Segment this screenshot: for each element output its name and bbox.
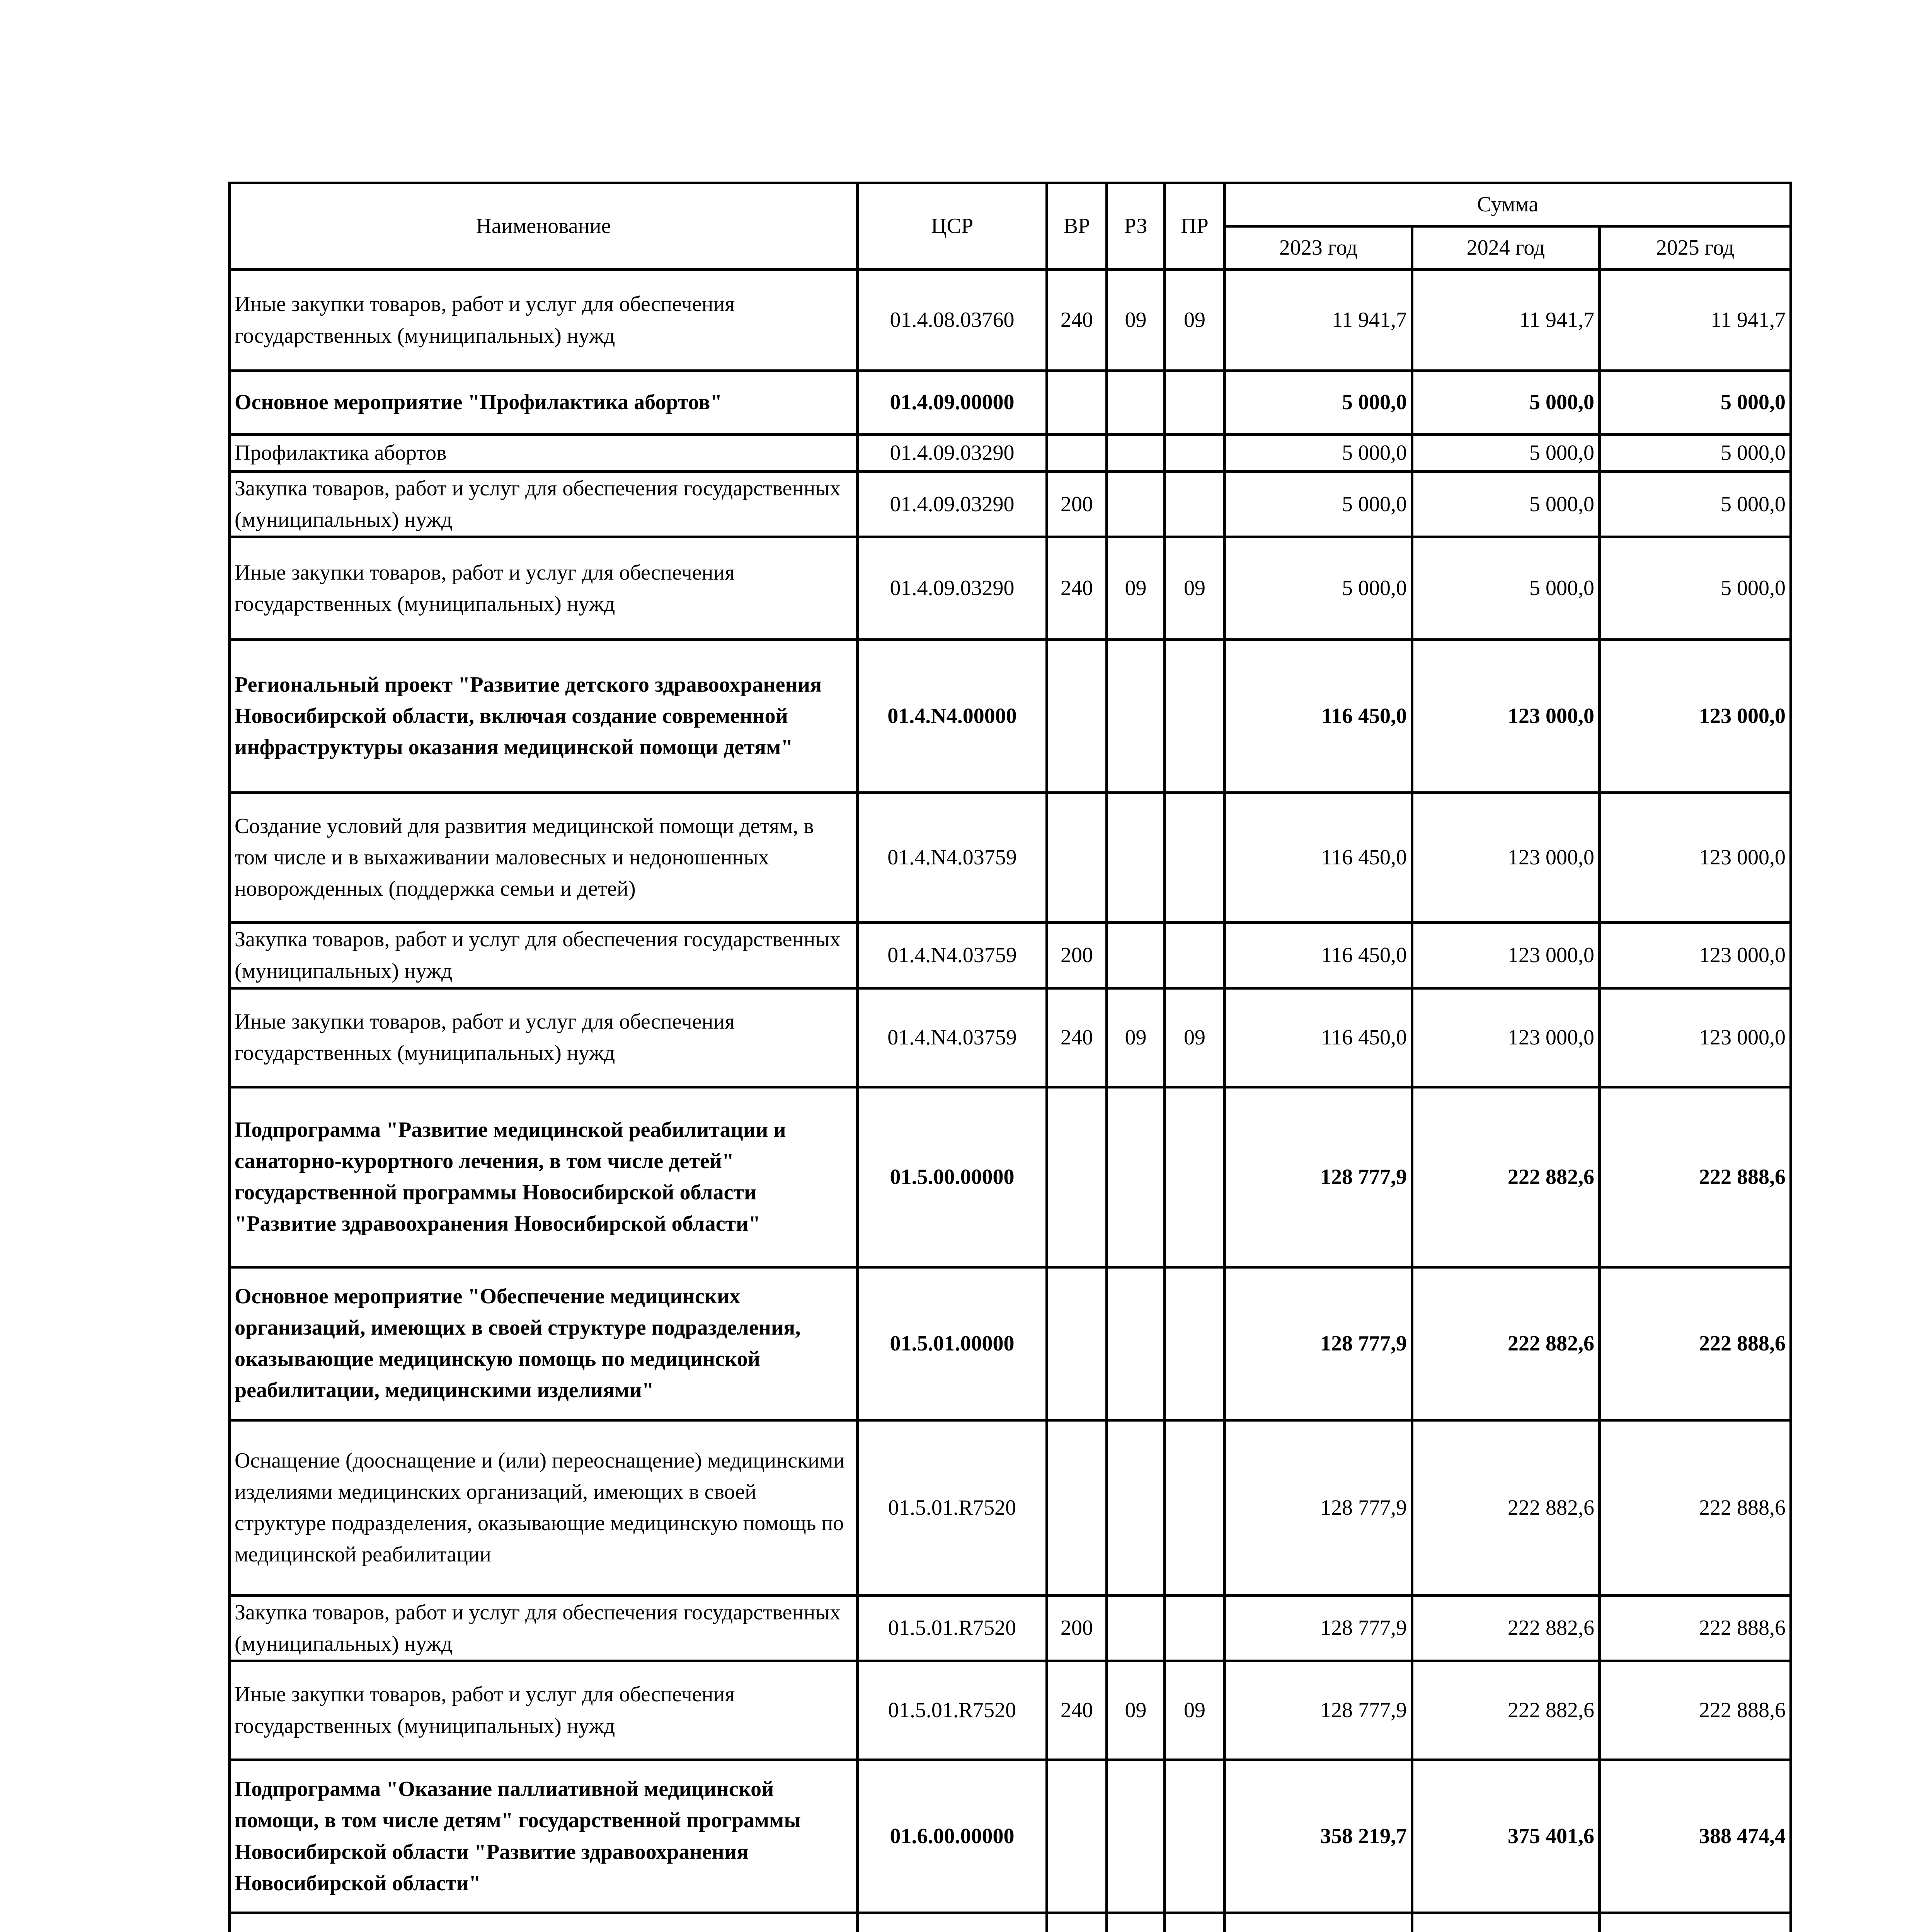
row-amount-2025: 222 888,6 (1600, 1661, 1791, 1760)
row-vr: 200 (1047, 923, 1107, 988)
table-row (230, 988, 1791, 1087)
row-pr (1165, 435, 1225, 472)
row-pr (1165, 1760, 1225, 1913)
row-amount-2025: 123 000,0 (1600, 640, 1791, 793)
table-row (230, 537, 1791, 640)
row-vr: 240 (1047, 1661, 1107, 1760)
row-amount-2024: 5 000,0 (1412, 472, 1600, 537)
row-amount-2024: 222 882,6 (1412, 1595, 1600, 1661)
row-csr (858, 1913, 1047, 1932)
row-csr: 01.5.01.R7520 (858, 1661, 1047, 1760)
row-pr (1165, 1913, 1225, 1932)
row-name: Иные закупки товаров, работ и услуг для обеспечения государственных (муниципальных) нужд (230, 270, 858, 371)
row-vr (1047, 1087, 1107, 1267)
row-pr (1165, 1267, 1225, 1420)
row-amount-2023: 128 777,9 (1225, 1661, 1412, 1760)
table-row (230, 793, 1791, 923)
row-rz (1107, 1595, 1165, 1661)
row-pr (1165, 1087, 1225, 1267)
row-amount-2024: 123 000,0 (1412, 640, 1600, 793)
row-name: Закупка товаров, работ и услуг для обеспечения государственных (муниципальных) нужд (230, 923, 858, 988)
row-pr (1165, 640, 1225, 793)
row-csr: 01.4.09.03290 (858, 537, 1047, 640)
table-header (230, 183, 1791, 270)
header-rz: РЗ (1107, 183, 1165, 270)
row-name: Закупка товаров, работ и услуг для обеспечения государственных (муниципальных) нужд (230, 1595, 858, 1661)
row-name: Создание условий для развития медицинской помощи детям, в том числе и в выхаживании маловесных и недоношенных новорожденных (поддержка семьи и детей) (230, 793, 858, 923)
row-amount-2024: 375 401,6 (1412, 1760, 1600, 1913)
header-year-2024: 2024 год (1412, 226, 1600, 270)
row-csr: 01.4.08.03760 (858, 270, 1047, 371)
row-amount-2024 (1412, 1913, 1600, 1932)
row-rz: 09 (1107, 1661, 1165, 1760)
row-vr (1047, 371, 1107, 435)
row-name: Региональный проект "Развитие детского здравоохранения Новосибирской области, включая создание современной инфраструктуры оказания медицинской помощи детям" (230, 640, 858, 793)
row-amount-2025: 222 888,6 (1600, 1420, 1791, 1595)
row-name: Иные закупки товаров, работ и услуг для обеспечения государственных (муниципальных) нужд (230, 988, 858, 1087)
row-name (230, 1913, 858, 1932)
row-amount-2025: 11 941,7 (1600, 270, 1791, 371)
header-csr: ЦСР (858, 183, 1047, 270)
header-name: Наименование (230, 183, 858, 270)
row-amount-2024: 123 000,0 (1412, 988, 1600, 1087)
row-rz (1107, 923, 1165, 988)
row-amount-2024: 123 000,0 (1412, 923, 1600, 988)
row-amount-2025: 5 000,0 (1600, 435, 1791, 472)
table-row (230, 1595, 1791, 1661)
row-amount-2025: 5 000,0 (1600, 537, 1791, 640)
row-pr: 09 (1165, 988, 1225, 1087)
row-amount-2025: 123 000,0 (1600, 793, 1791, 923)
row-csr: 01.5.00.00000 (858, 1087, 1047, 1267)
row-csr: 01.5.01.00000 (858, 1267, 1047, 1420)
row-vr (1047, 1420, 1107, 1595)
row-amount-2023: 128 777,9 (1225, 1087, 1412, 1267)
table-row (230, 1087, 1791, 1267)
table-row (230, 270, 1791, 371)
row-csr: 01.5.01.R7520 (858, 1595, 1047, 1661)
row-amount-2025: 388 474,4 (1600, 1760, 1791, 1913)
row-amount-2024: 222 882,6 (1412, 1661, 1600, 1760)
row-amount-2024: 222 882,6 (1412, 1087, 1600, 1267)
row-vr (1047, 1267, 1107, 1420)
header-pr: ПР (1165, 183, 1225, 270)
row-vr: 200 (1047, 472, 1107, 537)
row-vr: 200 (1047, 1595, 1107, 1661)
row-csr: 01.5.01.R7520 (858, 1420, 1047, 1595)
row-rz: 09 (1107, 270, 1165, 371)
row-csr: 01.4.09.03290 (858, 472, 1047, 537)
row-csr: 01.4.N4.03759 (858, 988, 1047, 1087)
row-amount-2024: 5 000,0 (1412, 371, 1600, 435)
table-row (230, 1661, 1791, 1760)
table-row (230, 640, 1791, 793)
row-vr: 240 (1047, 537, 1107, 640)
row-vr (1047, 435, 1107, 472)
row-name: Иные закупки товаров, работ и услуг для обеспечения государственных (муниципальных) нужд (230, 1661, 858, 1760)
row-name: Основное мероприятие "Обеспечение медицинских организаций, имеющих в своей структуре подразделения, оказывающие медицинскую помощь по медицинской реабилитации, медицинскими изделиями" (230, 1267, 858, 1420)
row-name: Профилактика абортов (230, 435, 858, 472)
row-rz: 09 (1107, 537, 1165, 640)
row-amount-2023: 358 219,7 (1225, 1760, 1412, 1913)
row-amount-2025 (1600, 1913, 1791, 1932)
row-csr: 01.4.N4.03759 (858, 923, 1047, 988)
row-name: Оснащение (дооснащение и (или) переоснащение) медицинскими изделиями медицинских организаций, имеющих в своей структуре подразделения, оказывающие медицинскую помощь по медицинской реабилитации (230, 1420, 858, 1595)
row-csr: 01.4.09.03290 (858, 435, 1047, 472)
header-sum: Сумма (1225, 183, 1791, 226)
row-vr: 240 (1047, 988, 1107, 1087)
table-body (230, 270, 1791, 1932)
row-amount-2025: 123 000,0 (1600, 923, 1791, 988)
row-amount-2024: 5 000,0 (1412, 537, 1600, 640)
row-rz: 09 (1107, 988, 1165, 1087)
row-rz (1107, 793, 1165, 923)
row-csr: 01.4.09.00000 (858, 371, 1047, 435)
row-rz (1107, 1760, 1165, 1913)
row-amount-2025: 222 888,6 (1600, 1595, 1791, 1661)
header-year-2023: 2023 год (1225, 226, 1412, 270)
row-amount-2023: 11 941,7 (1225, 270, 1412, 371)
row-pr (1165, 371, 1225, 435)
table-row (230, 1913, 1791, 1932)
row-vr: 240 (1047, 270, 1107, 371)
header-vr: ВР (1047, 183, 1107, 270)
table-row (230, 371, 1791, 435)
table-row (230, 1420, 1791, 1595)
table-row (230, 472, 1791, 537)
row-amount-2023: 116 450,0 (1225, 988, 1412, 1087)
row-amount-2025: 222 888,6 (1600, 1267, 1791, 1420)
row-amount-2023: 116 450,0 (1225, 923, 1412, 988)
row-pr (1165, 472, 1225, 537)
row-amount-2025: 5 000,0 (1600, 371, 1791, 435)
row-amount-2023: 128 777,9 (1225, 1267, 1412, 1420)
row-rz (1107, 472, 1165, 537)
row-pr (1165, 1595, 1225, 1661)
row-amount-2024: 123 000,0 (1412, 793, 1600, 923)
row-pr (1165, 793, 1225, 923)
row-amount-2023: 5 000,0 (1225, 472, 1412, 537)
row-amount-2023 (1225, 1913, 1412, 1932)
row-amount-2025: 5 000,0 (1600, 472, 1791, 537)
row-amount-2025: 123 000,0 (1600, 988, 1791, 1087)
row-vr (1047, 640, 1107, 793)
row-amount-2023: 116 450,0 (1225, 793, 1412, 923)
table-row (230, 923, 1791, 988)
row-rz (1107, 640, 1165, 793)
row-pr (1165, 1420, 1225, 1595)
row-amount-2023: 5 000,0 (1225, 537, 1412, 640)
row-amount-2023: 128 777,9 (1225, 1595, 1412, 1661)
row-rz (1107, 1420, 1165, 1595)
row-rz (1107, 1913, 1165, 1932)
row-amount-2024: 5 000,0 (1412, 435, 1600, 472)
header-year-2025: 2025 год (1600, 226, 1791, 270)
row-amount-2023: 116 450,0 (1225, 640, 1412, 793)
table-row (230, 1267, 1791, 1420)
row-pr: 09 (1165, 270, 1225, 371)
row-amount-2024: 222 882,6 (1412, 1267, 1600, 1420)
row-name: Основное мероприятие "Профилактика абортов" (230, 371, 858, 435)
row-pr: 09 (1165, 537, 1225, 640)
row-vr (1047, 1913, 1107, 1932)
row-amount-2023: 5 000,0 (1225, 371, 1412, 435)
row-amount-2023: 128 777,9 (1225, 1420, 1412, 1595)
row-vr (1047, 1760, 1107, 1913)
row-rz (1107, 371, 1165, 435)
table-row (230, 1760, 1791, 1913)
row-amount-2024: 11 941,7 (1412, 270, 1600, 371)
budget-table (228, 182, 1792, 1932)
row-vr (1047, 793, 1107, 923)
row-rz (1107, 435, 1165, 472)
row-name: Подпрограмма "Развитие медицинской реабилитации и санаторно-курортного лечения, в том числе детей" государственной программы Новосибирской области "Развитие здравоохранения Новосибирской области" (230, 1087, 858, 1267)
row-name: Иные закупки товаров, работ и услуг для обеспечения государственных (муниципальных) нужд (230, 537, 858, 640)
row-name: Закупка товаров, работ и услуг для обеспечения государственных (муниципальных) нужд (230, 472, 858, 537)
row-csr: 01.4.N4.00000 (858, 640, 1047, 793)
row-csr: 01.6.00.00000 (858, 1760, 1047, 1913)
row-csr: 01.4.N4.03759 (858, 793, 1047, 923)
row-amount-2024: 222 882,6 (1412, 1420, 1600, 1595)
row-amount-2023: 5 000,0 (1225, 435, 1412, 472)
row-rz (1107, 1267, 1165, 1420)
row-rz (1107, 1087, 1165, 1267)
row-amount-2025: 222 888,6 (1600, 1087, 1791, 1267)
table-row (230, 435, 1791, 472)
row-pr: 09 (1165, 1661, 1225, 1760)
row-name: Подпрограмма "Оказание паллиативной медицинской помощи, в том числе детям" государственной программы Новосибирской области "Развитие здравоохранения Новосибирской области" (230, 1760, 858, 1913)
row-pr (1165, 923, 1225, 988)
